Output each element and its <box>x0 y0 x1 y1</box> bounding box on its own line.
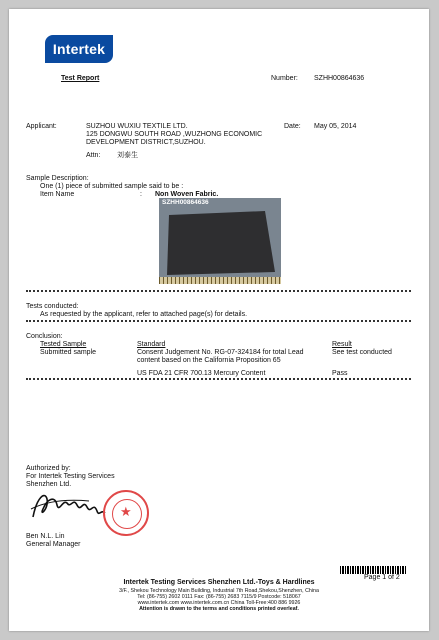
signer-title: General Manager <box>26 541 81 548</box>
col-standard: Standard <box>137 341 166 348</box>
number-value: SZHH00864636 <box>314 75 365 82</box>
fabric-swatch <box>159 198 281 284</box>
date-label: Date: <box>284 123 301 130</box>
applicant-line-1: SUZHOU WUXIU TEXTILE LTD. <box>86 123 188 130</box>
footer-phone: Tel: (86-755) 2602 0111 Fax: (86-755) 2683 7115/9 Postcode: 518067 <box>137 594 301 600</box>
applicant-line-2: 125 DONGWU SOUTH ROAD ,WUZHONG ECONOMIC <box>86 131 263 138</box>
number-label: Number: <box>271 75 298 82</box>
footer-web: www.intertek.com www.intertek.com.cn China Toll-Free:400 886 9926 <box>137 600 301 606</box>
divider <box>26 290 411 292</box>
item-name-colon: : <box>140 191 142 198</box>
star-icon: ★ <box>120 504 132 519</box>
col-tested-sample: Tested Sample <box>40 341 87 348</box>
conclusion-heading: Conclusion: <box>26 333 63 340</box>
authorized-company-1: For Intertek Testing Services <box>26 473 115 480</box>
company-seal-stamp <box>103 490 149 536</box>
footer-notice: Attention is drawn to the terms and conditions printed overleaf. <box>139 606 299 612</box>
report-page <box>9 9 429 631</box>
result-1: See test conducted <box>332 349 392 356</box>
footer-company: Intertek Testing Services Shenzhen Ltd.-Toys & Hardlines <box>123 579 315 586</box>
divider <box>26 378 411 380</box>
tests-heading: Tests conducted: <box>26 303 79 310</box>
signature-icon <box>27 487 107 527</box>
date-value: May 05, 2014 <box>314 123 357 130</box>
applicant-line-3: DEVELOPMENT DISTRICT,SUZHOU. <box>86 139 206 146</box>
result-2: Pass <box>332 370 348 377</box>
signer-name: Ben N.L. Lin <box>26 533 65 540</box>
standard-2: US FDA 21 CFR 700.13 Mercury Content <box>137 370 266 377</box>
item-name-value: Non Woven Fabric. <box>155 191 219 198</box>
authorized-by: Authorized by: <box>26 465 71 472</box>
applicant-label: Applicant: <box>26 123 57 130</box>
sample-heading: Sample Description: <box>26 175 89 182</box>
sample-line-1: One (1) piece of submitted sample said to be : <box>40 183 184 190</box>
attn-label: Attn: <box>86 152 101 159</box>
footer-address: 3/F., Shekou Technology Main Building, Industrial 7th Road,Shekou,Shenzhen, China <box>119 588 319 594</box>
ruler <box>159 277 281 284</box>
sample-photo <box>159 198 281 284</box>
barcode <box>340 566 406 574</box>
item-name-label: Item Name <box>40 191 75 198</box>
standard-1-line-2: content based on the California Proposition 65 <box>137 357 281 364</box>
intertek-logo: Intertek <box>45 35 113 63</box>
attn-value: 刘泰生 <box>117 152 138 159</box>
tests-text: As requested by the applicant, refer to attached page(s) for details. <box>40 311 248 318</box>
col-result: Result <box>332 341 352 348</box>
page-number: Page 1 of 2 <box>364 574 400 581</box>
standard-1-line-1: Consent Judgement No. RG-07-324184 for total Lead <box>137 349 304 356</box>
divider <box>26 320 411 322</box>
report-title: Test Report <box>61 75 100 82</box>
authorized-company-2: Shenzhen Ltd. <box>26 481 72 488</box>
sample-value: Submitted sample <box>40 349 97 356</box>
photo-label: SZHH00864636 <box>162 199 209 206</box>
